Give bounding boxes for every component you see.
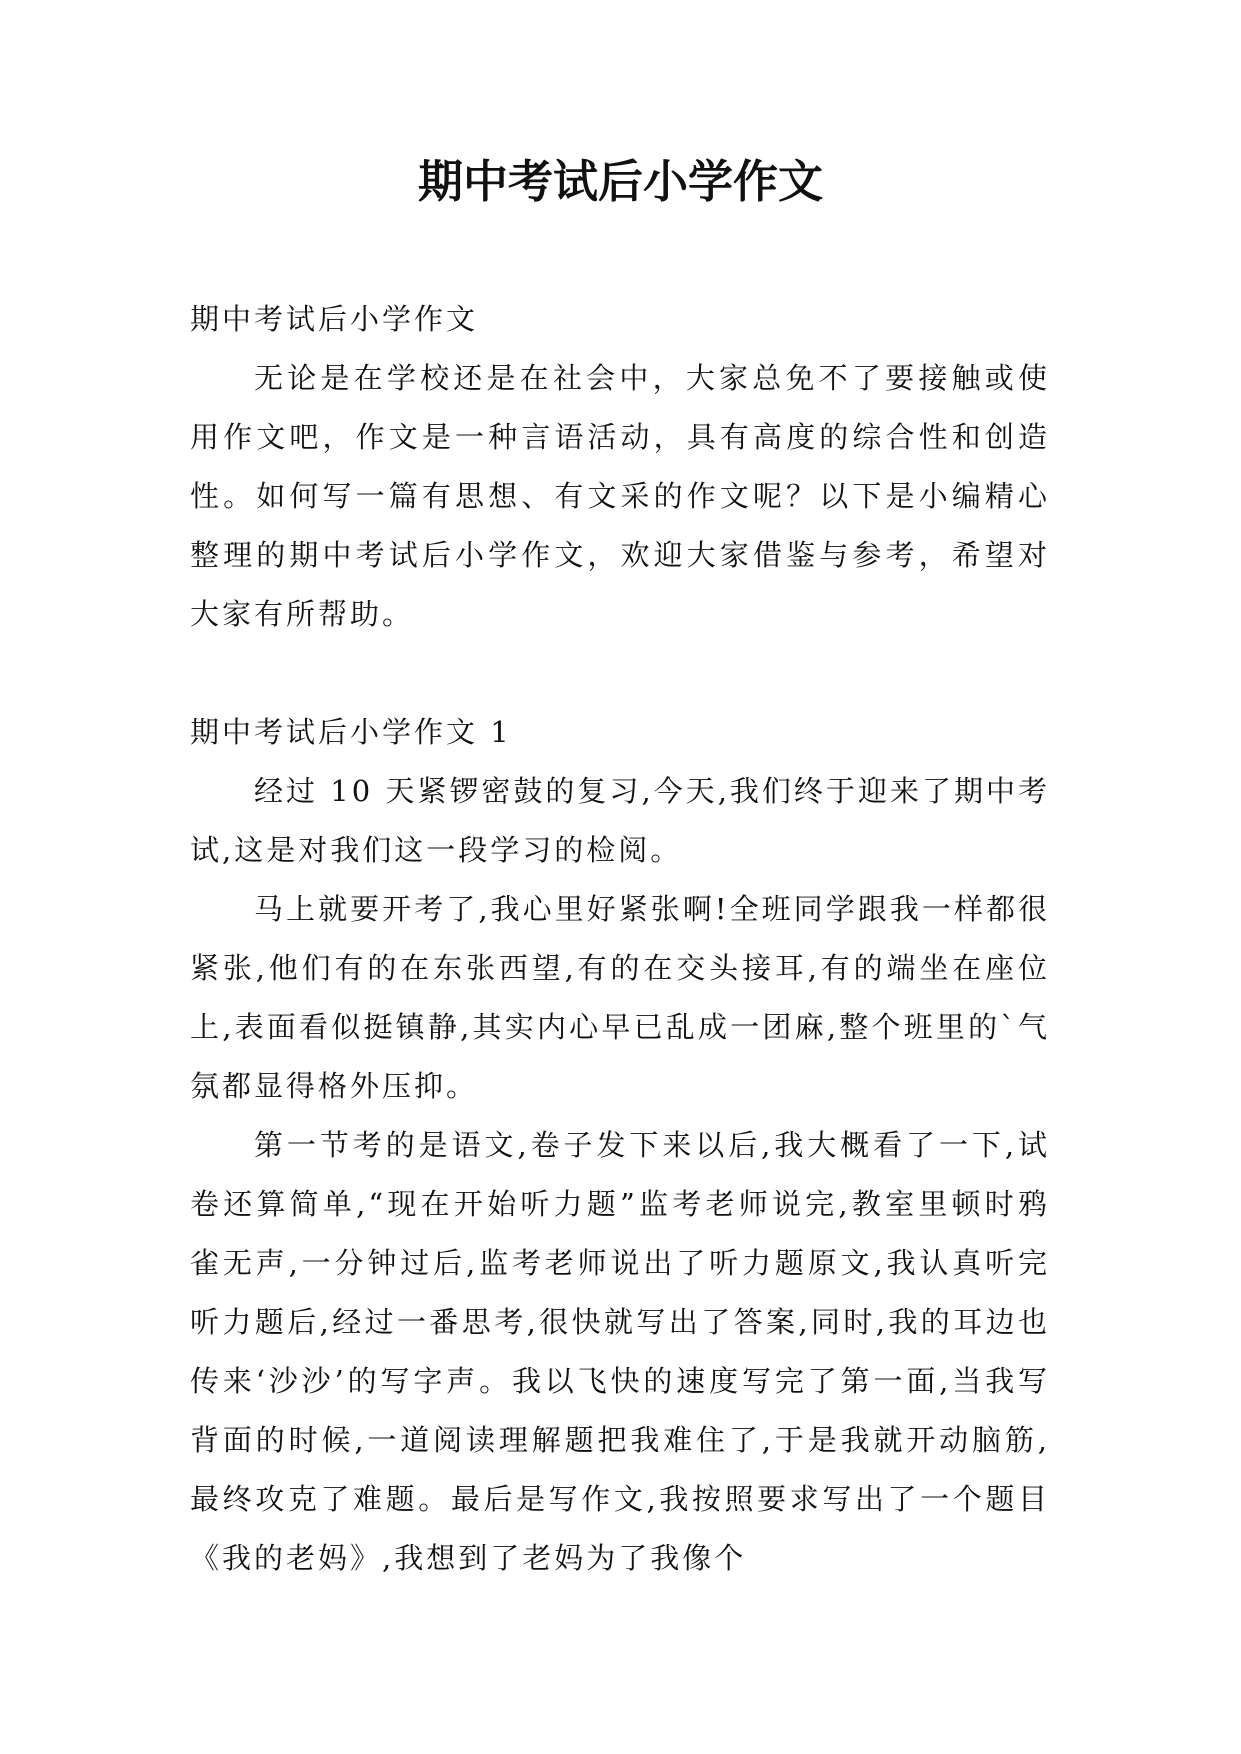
section-heading: 期中考试后小学作文 1 [190, 715, 512, 749]
intro-heading: 期中考试后小学作文 [190, 302, 479, 336]
section-paragraph: 马上就要开考了,我心里好紧张啊!全班同学跟我一样都很紧张,他们有的在东张西望,有的在交头接耳,有的端坐在座位上,表面看似挺镇静,其实内心早已乱成一团麻,整个班里的`气氛都显得格外压抑。 [190, 892, 1050, 1103]
document-body [190, 290, 1050, 1588]
section-paragraph: 第一节考的是语文,卷子发下来以后,我大概看了一下,试卷还算简单,“现在开始听力题”监考老师说完,教室里顿时鸦雀无声,一分钟过后,监考老师说出了听力题原文,我认真听完听力题后,经过一番思考,很快就写出了答案,同时,我的耳边也传来‘沙沙’的写字声。我以飞快的速度写完了第一面,当我写背面的时候,一道阅读理解题把我难住了,于是我就开动脑筋,最终攻克了难题。最后是写作文,我按照要求写出了一个题目《我的老妈》,我想到了老妈为了我像个 [190, 1128, 1050, 1575]
document-title: 期中考试后小学作文 [417, 155, 823, 208]
intro-paragraph: 无论是在学校还是在社会中，大家总免不了要接触或使用作文吧，作文是一种言语活动，具有高度的综合性和创造性。如何写一篇有思想、有文采的作文呢？以下是小编精心整理的期中考试后小学作文，欢迎大家借鉴与参考，希望对大家有所帮助。 [190, 361, 1050, 631]
section-paragraph: 经过 10 天紧锣密鼓的复习,今天,我们终于迎来了期中考试,这是对我们这一段学习的检阅。 [190, 774, 1050, 867]
